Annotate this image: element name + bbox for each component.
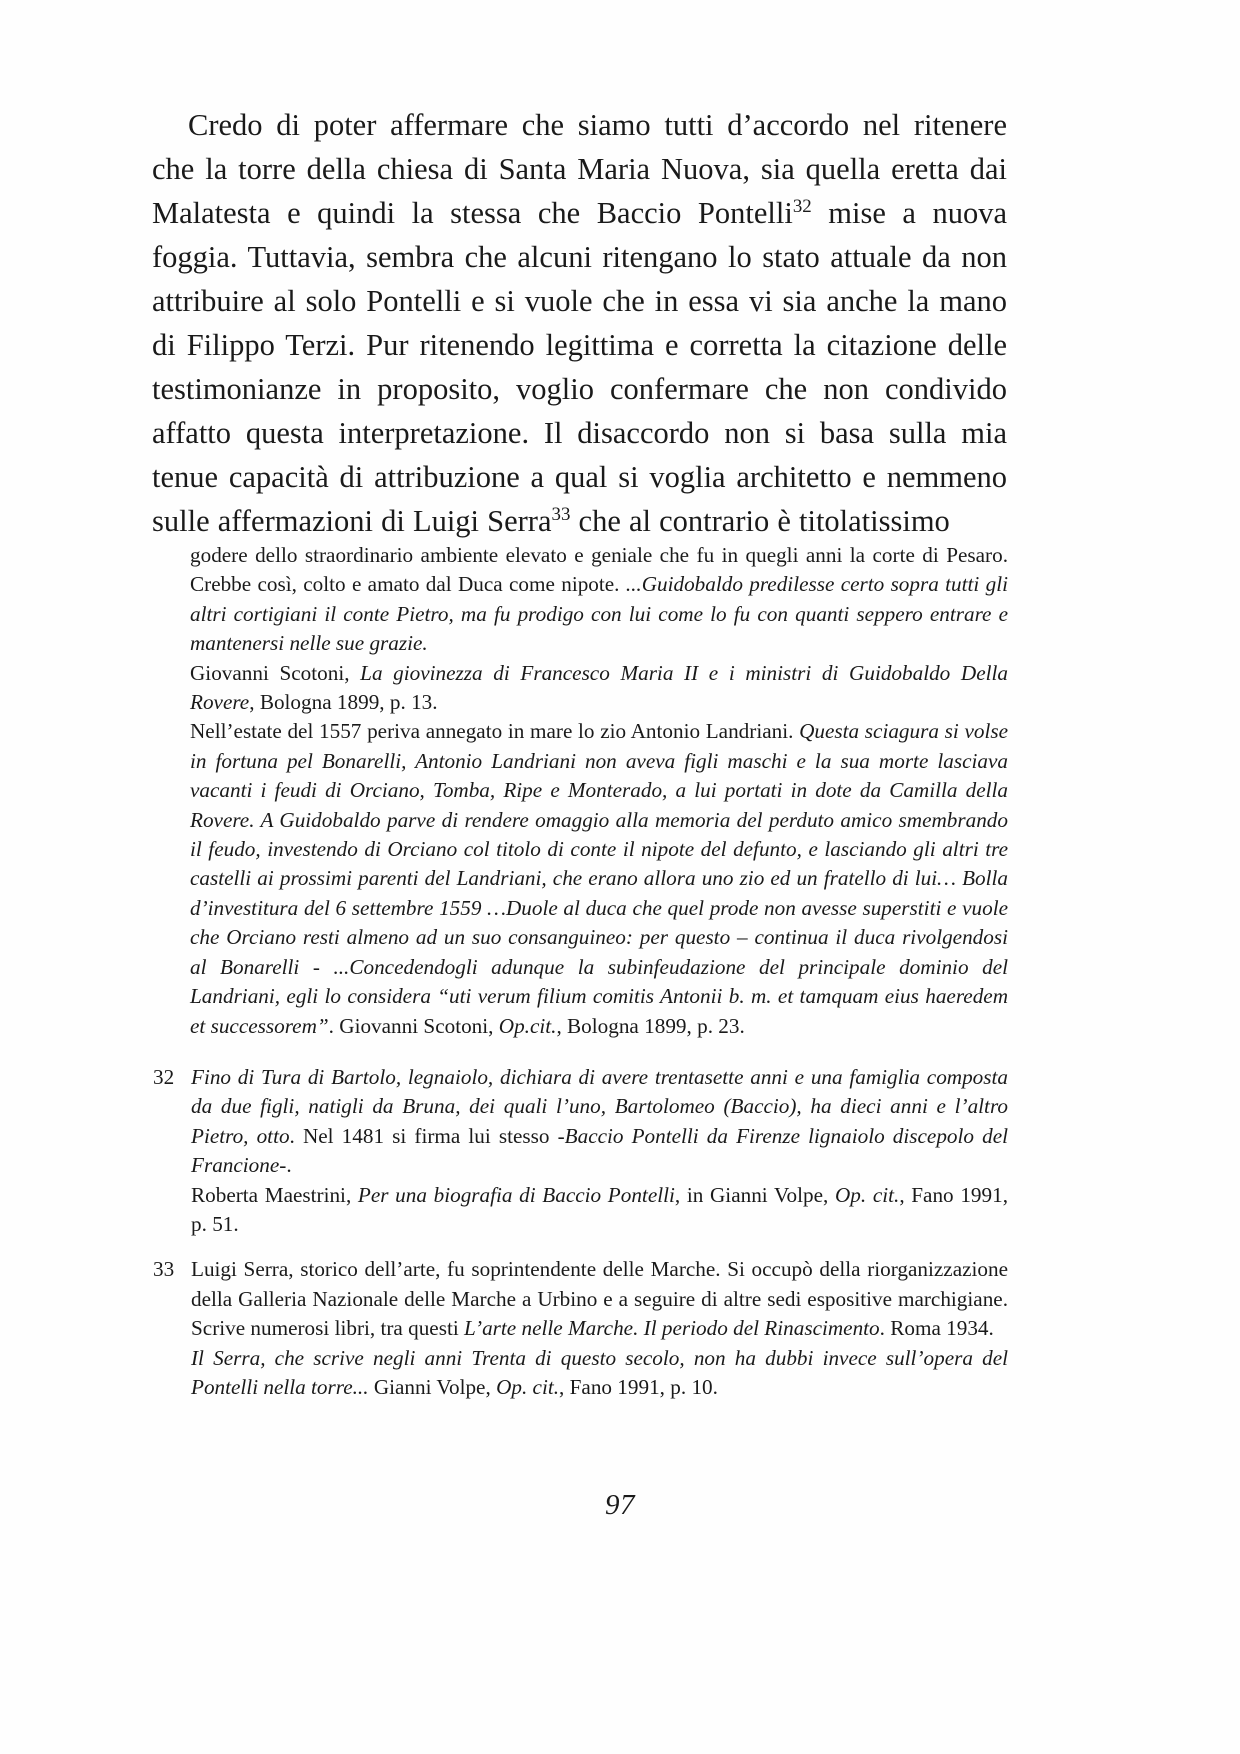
footnote-number: 33 — [153, 1257, 175, 1282]
footnote-continuation-paragraph-2 — [190, 659, 1008, 718]
fc-p3-italic-b: Op.cit. — [498, 1013, 557, 1038]
footnote-entry — [152, 1063, 1008, 1239]
fc-p1-italic-a: ...Guidobaldo predilesse certo sopra tutti gli altri cortigiani il conte Pietro, ma fu prodigo con lui come lo fu con quanti seppero entrare e mantenersi nelle sue grazie. — [190, 572, 1008, 656]
footnote-segment: Op. cit. — [834, 1182, 900, 1207]
main-paragraph — [152, 103, 1007, 543]
footnote-ref-33[interactable]: 33 — [551, 503, 571, 525]
fc-p3-italic-a: Questa sciagura si volse in fortuna pel Bonarelli, Antonio Landriani non aveva figli maschi e la sua morte lasciava vacanti i feudi di Orciano, Tomba, Ripe e Monterado, a lui portati in dote da Camilla della Rovere. A Guidobaldo parve di rendere omaggio alla memoria del perduto amico smembrando il feudo, investendo di Orciano col titolo di conte il nipote del defunto, e lasciando gli altri tre castelli ai prossimi parenti del Landriani, che erano allora uno zio ed un fratello di lui… Bolla d’investitura del 6 settembre 1559 …Duole al duca che quel prode non avesse superstiti e vuole che Orciano resti almeno ad un suo consanguineo: per questo – continua il duca rivolgendosi al Bonarelli - ...Concedendogli adunque la subinfeudazione del principale dominio del Landriani, egli lo considera “uti verum filium comitis Antonii b. m. et tamquam eius haeredem et successorem” — [190, 719, 1008, 1038]
footnote-text — [191, 1255, 1008, 1402]
footnote-segment: , in Gianni Volpe, — [674, 1182, 835, 1207]
footnote-segment: Per una biografia di Baccio Pontelli — [357, 1182, 675, 1207]
main-paragraph-part-2: mise a nuova foggia. Tuttavia, sembra che alcuni ritengano lo stato attuale da non attribuire al solo Pontelli e si vuole che in essa vi sia anche la mano di Filippo Terzi. Pur ritenendo legittima e corretta la citazione delle testimonianze in proposito, voglio confermare che non condivido affatto questa interpretazione. Il disaccordo non si basa sulla mia tenue capacità di attribuzione a qual si voglia architetto e nemmeno sulle affermazioni di Luigi Serra — [152, 196, 1007, 538]
fc-p3-roman-b: . Giovanni Scotoni, — [328, 1013, 499, 1038]
footnote-segment: , Fano 1991, p. 51. — [191, 1182, 1008, 1237]
footnote-segment: Il Serra, che scrive negli anni Trenta di questo secolo, non ha dubbi invece sull’opera del Pontelli nella torre... — [191, 1345, 1008, 1400]
fc-p3-roman-c: , Bologna 1899, p. 23. — [556, 1013, 745, 1038]
footnote-continuation-block — [190, 541, 1008, 1041]
footnote-number: 32 — [153, 1065, 175, 1089]
footnote-text — [191, 1063, 1008, 1239]
footnote-segment: Op. cit. — [496, 1375, 560, 1400]
page-number: 97 — [605, 1489, 635, 1521]
footnote-segment: . Nel 1481 si firma lui stesso - — [289, 1123, 565, 1148]
footnote-paragraph — [191, 1344, 1008, 1403]
footnote-ref-32[interactable]: 32 — [792, 195, 812, 217]
footnote-segment: Roberta Maestrini, — [191, 1182, 358, 1207]
footnote-list — [152, 1063, 1008, 1402]
main-paragraph-part-3: che al contrario è titolatissimo — [570, 504, 950, 538]
footnote-segment: . Roma 1934. — [879, 1316, 994, 1341]
footnote-segment: , Fano 1991, p. 10. — [559, 1375, 718, 1400]
fc-p2-italic-a: La giovinezza di Francesco Maria II e i ministri di Guidobaldo Della Rovere — [190, 660, 1008, 715]
fc-p1-roman-a: godere dello straordinario ambiente elevato e geniale che fu in quegli anni la corte di Pesaro. Crebbe così, colto e amato dal Duca come nipote. — [190, 543, 1008, 597]
footnote-paragraph — [191, 1181, 1008, 1240]
footnote-continuation-paragraph-1 — [190, 541, 1008, 659]
main-text-block — [152, 103, 1007, 543]
footnote-entry — [152, 1255, 1008, 1402]
fc-p2-roman-a: Giovanni Scotoni, — [190, 660, 361, 685]
footnote-segment: Luigi Serra, storico dell’arte, fu soprintendente delle Marche. Si occupò della riorganizzazione della Galleria Nazionale delle Marche a Urbino e a seguire di altre sedi espositive marchigiane. Scrive numerosi libri, tra questi — [191, 1257, 1008, 1341]
footnote-segment: L’arte nelle Marche. Il periodo del Rinascimento — [464, 1316, 880, 1341]
fc-p3-roman-a: Nell’estate del 1557 periva annegato in mare lo zio Antonio Landriani. — [190, 719, 800, 744]
footnote-segment: Gianni Volpe, — [368, 1375, 497, 1400]
main-paragraph-part-1: Credo di poter affermare che siamo tutti d’accordo nel ritenere che la torre della chiesa di Santa Maria Nuova, sia quella eretta dai Malatesta e quindi la stessa che Baccio Pontelli — [152, 108, 1007, 230]
footnote-segment: . — [286, 1153, 292, 1178]
fc-p2-roman-b: , Bologna 1899, p. 13. — [249, 690, 438, 715]
footnote-paragraph — [191, 1255, 1008, 1343]
footnote-segment: Baccio Pontelli da Firenze lignaiolo discepolo del Francione- — [191, 1123, 1008, 1178]
footnote-segment: Fino di Tura di Bartolo, legnaiolo, dichiara di avere trentasette anni e una famiglia composta da due figli, natigli da Bruna, dei quali l’uno, Bartolomeo (Baccio), ha dieci anni e l’altro Pietro, otto — [191, 1065, 1008, 1148]
footnote-continuation-paragraph-3 — [190, 717, 1008, 1040]
footnote-paragraph — [191, 1063, 1008, 1181]
